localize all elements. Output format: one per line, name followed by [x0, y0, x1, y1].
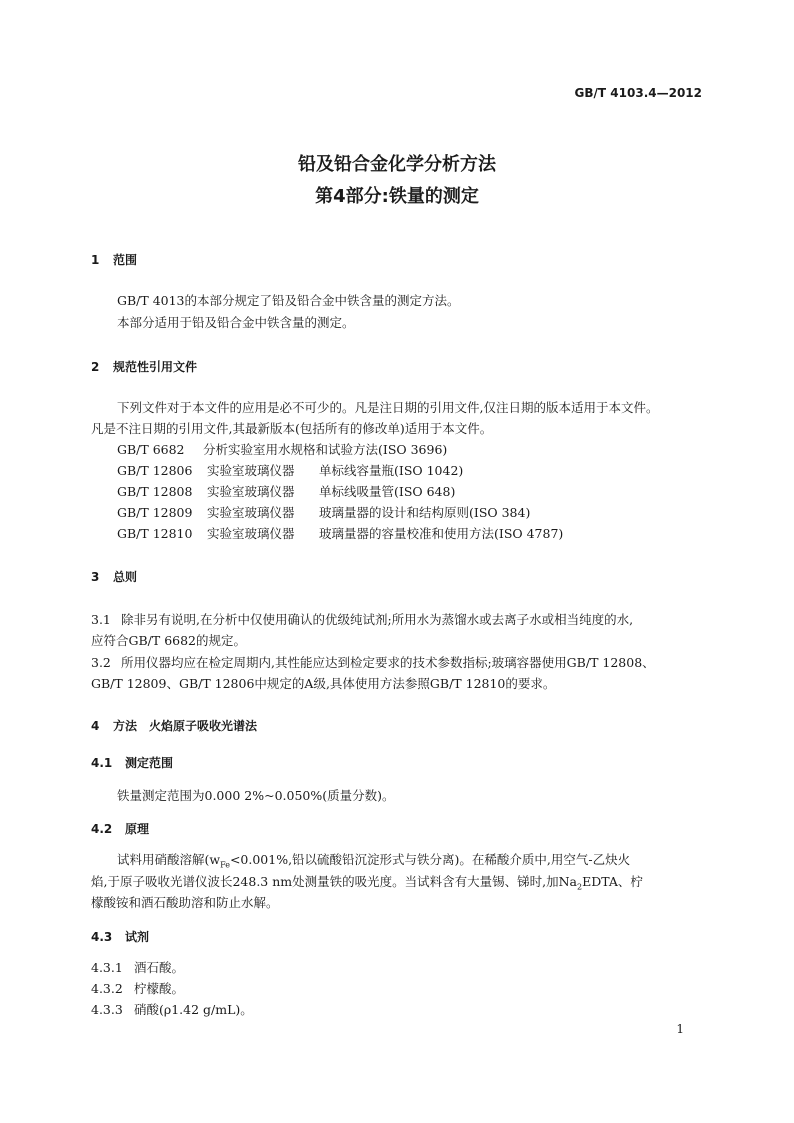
section-4-1-text: 铁量测定范围为0.000 2%~0.050%(质量分数)。: [117, 788, 395, 803]
reagent-item: 4.3.2 柠檬酸。: [91, 981, 185, 996]
reagent-item: 4.3.1 酒石酸。: [91, 960, 185, 975]
reference-item: GB/T 12810 实验室玻璃仪器 玻璃量器的容量校准和使用方法(ISO 4787): [117, 526, 564, 541]
clause-3-1-line-2: 应符合GB/T 6682的规定。: [91, 633, 247, 648]
clause-3-2-line-1: 3.2 所用仪器均应在检定周期内,其性能应达到检定要求的技术参数指标;玻璃容器使用GB/T 12808、: [91, 655, 655, 670]
section-4-2-line-1: 试料用硝酸溶解($w_{Fe}<0.001\%$,铅以硫酸铅沉淀形式与铁分离)。在稀酸介质中,用空气-乙炔火: [117, 852, 631, 870]
page-number: 1: [676, 1022, 684, 1036]
section-2-intro-line-1: 下列文件对于本文件的应用是必不可少的。凡是注日期的引用文件,仅注日期的版本适用于本文件。: [117, 400, 659, 415]
section-4-3-heading: 4.3 试剂: [91, 930, 150, 944]
reagent-item: 4.3.3 硝酸(ρ1.42 g/mL)。: [91, 1002, 253, 1017]
standard-code: GB/T 4103.4—2012: [574, 86, 702, 100]
section-2-heading: 2 规范性引用文件: [91, 360, 198, 374]
reference-item: GB/T 6682 分析实验室用水规格和试验方法(ISO 3696): [117, 442, 448, 457]
section-4-2-line-3: 檬酸铵和酒石酸助溶和防止水解。: [91, 895, 279, 910]
section-4-1-heading: 4.1 测定范围: [91, 756, 174, 770]
clause-3-1-line-1: 3.1 除非另有说明,在分析中仅使用确认的优级纯试剂;所用水为蒸馏水或去离子水或相当纯度的水,: [91, 612, 634, 627]
section-3-heading: 3 总则: [91, 570, 138, 584]
section-2-intro-line-2: 凡是不注日期的引用文件,其最新版本(包括所有的修改单)适用于本文件。: [91, 421, 493, 436]
section-4-heading: 4 方法 火焰原子吸收光谱法: [91, 719, 258, 733]
clause-3-2-line-2: GB/T 12809、GB/T 12806中规定的A级,具体使用方法参照GB/T 12810的要求。: [91, 676, 556, 691]
section-1-paragraph-1: GB/T 4013的本部分规定了铅及铅合金中铁含量的测定方法。: [117, 293, 460, 308]
reference-item: GB/T 12806 实验室玻璃仪器 单标线容量瓶(ISO 1042): [117, 463, 464, 478]
section-1-heading: 1 范围: [91, 253, 138, 267]
section-4-2-line-2: 焰,于原子吸收光谱仪波长248.3 nm处测量铁的吸光度。当试料含有大量锡、锑时,加$Na_2EDTA$、柠: [91, 874, 643, 892]
section-1-paragraph-2: 本部分适用于铅及铅合金中铁含量的测定。: [117, 315, 355, 330]
reference-item: GB/T 12808 实验室玻璃仪器 单标线吸量管(ISO 648): [117, 484, 456, 499]
section-4-2-heading: 4.2 原理: [91, 822, 150, 836]
document-title: 铅及铅合金化学分析方法: [298, 154, 496, 175]
reference-item: GB/T 12809 实验室玻璃仪器 玻璃量器的设计和结构原则(ISO 384): [117, 505, 531, 520]
document-subtitle: 第4部分:铁量的测定: [315, 186, 479, 207]
